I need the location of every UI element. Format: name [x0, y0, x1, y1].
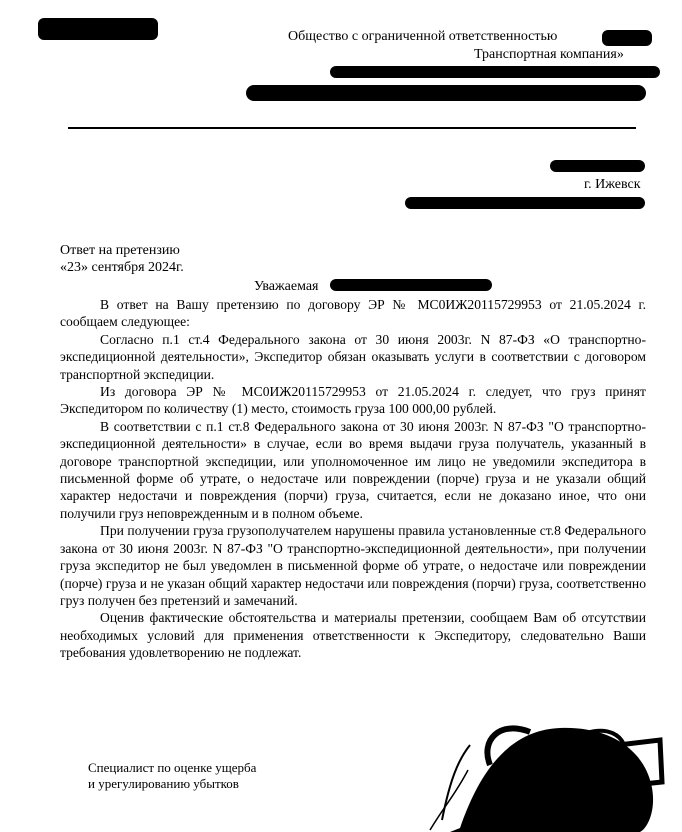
letter-subject: Ответ на претензию [60, 243, 180, 258]
redacted-org-name [602, 30, 652, 46]
paragraph: Из договора ЭР № МС0ИЖ20115729953 от 21.05.2024 г. следует, что груз принят Экспедитором по количеству (1) место, стоимость груза 100 000,00 рублей. [60, 384, 646, 417]
redacted-addressee-address [405, 197, 645, 209]
letter-body [60, 296, 646, 662]
addressee-city: г. Ижевск [584, 177, 641, 192]
redacted-address-line1 [330, 66, 660, 78]
paragraph: Согласно п.1 ст.4 Федерального закона от 30 июня 2003г. N 87-ФЗ «О транспортно-экспедиционной деятельности», Экспедитор обязан оказывать услуги в соответствии с договором транспортной экспедиции. [60, 331, 646, 382]
signature-title-line2: и урегулированию убытков [88, 776, 239, 791]
redacted-recipient-name [330, 279, 492, 291]
header-divider [68, 127, 636, 129]
letter-date: «23» сентября 2024г. [60, 260, 184, 275]
paragraph: Оценив фактические обстоятельства и материалы претензии, сообщаем Вам об отсутствии необходимых условий для применения ответственности к Экспедитору, следовательно Ваши требования удовлетворению не подлежат. [60, 610, 646, 661]
paragraph: В ответ на Вашу претензию по договору ЭР № МС0ИЖ20115729953 от 21.05.2024 г. сообщаем следующее: [60, 297, 646, 330]
redacted-signature-stamp [420, 710, 682, 832]
signature-block [88, 760, 256, 792]
redacted-address-line2 [246, 85, 646, 101]
redacted-logo [38, 18, 158, 40]
org-name-line1: Общество с ограниченной ответственностью [288, 29, 558, 44]
org-name-line2: Транспортная компания» [474, 47, 624, 62]
salutation: Уважаемая [254, 279, 319, 294]
paragraph: При получении груза грузополучателем нарушены правила установленные ст.8 Федерального закона от 30 июня 2003г. N 87-ФЗ "О транспортно-экспедиционной деятельности», при получении груза экспедитор не был уведомлен в письменной форме об утрате, о недостаче или повреждении (порче) груза и не указан общий характер недостачи или повреждения (порчи) груза, соответственно груз получен без претензий и замечаний. [60, 523, 646, 608]
redacted-addressee-name [550, 160, 645, 172]
paragraph: В соответствии с п.1 ст.8 Федерального закона от 30 июня 2003г. N 87-ФЗ "О транспортно-экспедиционной деятельности» в случае, если во время выдачи груза получатель, указанный в договоре транспортной экспедиции, или уполномоченное им лицо не уведомили экспедитора в письменной форме об утрате, о недостаче или повреждении (порче) груза и не указали общий характер недостачи и повреждения (порчи) груза, считается, если не доказано иное, что они получили груз неповрежденным и в полном объеме. [60, 418, 646, 521]
signature-title-line1: Специалист по оценке ущерба [88, 760, 257, 775]
